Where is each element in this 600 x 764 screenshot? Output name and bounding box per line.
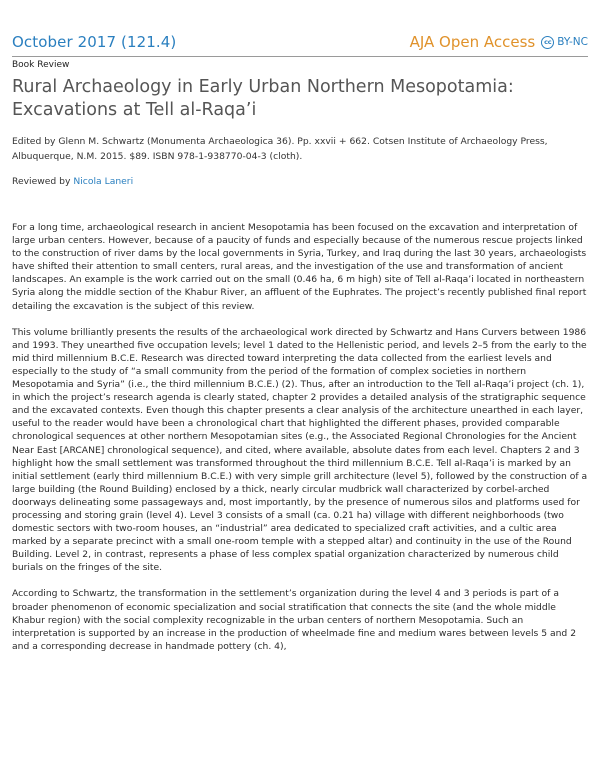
reviewer-link[interactable]: Nicola Laneri xyxy=(73,176,134,187)
section-label: Book Review xyxy=(12,60,70,70)
header-divider xyxy=(12,56,588,57)
reviewed-by-label: Reviewed by xyxy=(12,176,71,187)
review-body xyxy=(12,221,588,666)
page-title xyxy=(12,76,588,122)
reviewed-by xyxy=(12,176,133,187)
bibliographic-info: Edited by Glenn M. Schwartz (Monumenta Archaeologica 36). Pp. xxvii + 662. Cotsen Institute of Archaeology Press, Albuquerque, N.M. 2015. $89. ISBN 978-1-938770-04-3 (cloth). xyxy=(12,136,548,162)
page-header xyxy=(12,0,588,58)
paragraph: This volume brilliantly presents the results of the archaeological work directed by Schwartz and Hans Curvers between 1986 and 1993. They unearthed five occupation levels; level 1 dated to the Hellenistic period, and levels 2–5 from the early to the mid third millennium B.C.E. Research was directed toward interpreting the data collected from the earliest levels and especially to the study of “a small community from the period of the formation of complex societies in northern Mesopotamia and Syria” (i.e., the third millennium B.C.E.) (2). Thus, after an introduction to the Tell al-Raqa’i project (ch. 1), in which the project’s research agenda is clearly stated, chapter 2 provides a detailed analysis of the stratigraphic sequence and the excavated contexts. Even though this chapter presents a clear analysis of the architecture unearthed in each layer, useful to the reader would have been a chronological chart that highlighted the different phases, provided comparable chronological sequences at other northern Mesopotamian sites (e.g., the Associated Regional Chronologies for the Ancient Near East [ARCANE] chronological sequence), and cited, where available, absolute dates from each level. Chapters 2 and 3 highlight how the small settlement was transformed throughout the third millennium B.C.E. Tell al-Raqa’i is marked by an initial settlement (early third millennium B.C.E.) with very simple grill architecture (level 5), followed by the construction of a large building (the Round Building) enclosed by a thick, nearly circular mudbrick wall characterized by corbel-arched doorways delineating some passageways and, most importantly, by the presence of numerous silos and platforms used for processing and storing grain (level 4). Level 3 consists of a small (ca. 0.21 ha) village with different neighborhoods (two domestic sectors with two-room houses, an “industrial” area dedicated to specialized craft activities, and a cultic area marked by a separate precinct with a small one-room temple with a stepped altar) and continuity in the use of the Round Building. Level 2, in contrast, represents a phase of less complex spatial organization characterized by numerous child burials on the fringes of the site. xyxy=(12,326,588,574)
license-badge[interactable] xyxy=(541,36,588,49)
cc-icon: cc xyxy=(541,36,554,49)
issue-label: October 2017 (121.4) xyxy=(12,33,177,51)
license-label: BY-NC xyxy=(557,36,588,48)
open-access-badge xyxy=(410,33,588,51)
title-line-2: Excavations at Tell al-Raqa’i xyxy=(12,100,257,120)
open-access-label: AJA Open Access xyxy=(409,33,536,51)
paragraph: For a long time, archaeological research in ancient Mesopotamia has been focused on the excavation and interpretation of large urban centers. However, because of a paucity of funds and especially because of the numerous rescue projects linked to the construction of river dams by the local governments in Syria, Turkey, and Iraq during the last 30 years, archaeologists have shifted their attention to small centers, rural areas, and the investigation of the use and transformation of ancient landscapes. An example is the work carried out on the small (0.46 ha, 6 m high) site of Tell al-Raqa’i located in northeastern Syria along the middle section of the Khabur River, an affluent of the Euphrates. The project’s recently published final report detailing the excavation is the subject of this review. xyxy=(12,222,587,312)
paragraph: According to Schwartz, the transformation in the settlement’s organization during the level 4 and 3 periods is part of a broader phenomenon of economic specialization and social stratification that connects the site (and the whole middle Khabur region) with the social complexity recognizable in the urban centers of northern Mesopotamia. Such an interpretation is supported by an increase in the production of wheelmade fine and medium wares between levels 5 and 2 and a corresponding decrease in handmade pottery (ch. 4), xyxy=(12,588,577,652)
page xyxy=(12,0,588,652)
title-line-1: Rural Archaeology in Early Urban Northern Mesopotamia: xyxy=(12,77,514,97)
